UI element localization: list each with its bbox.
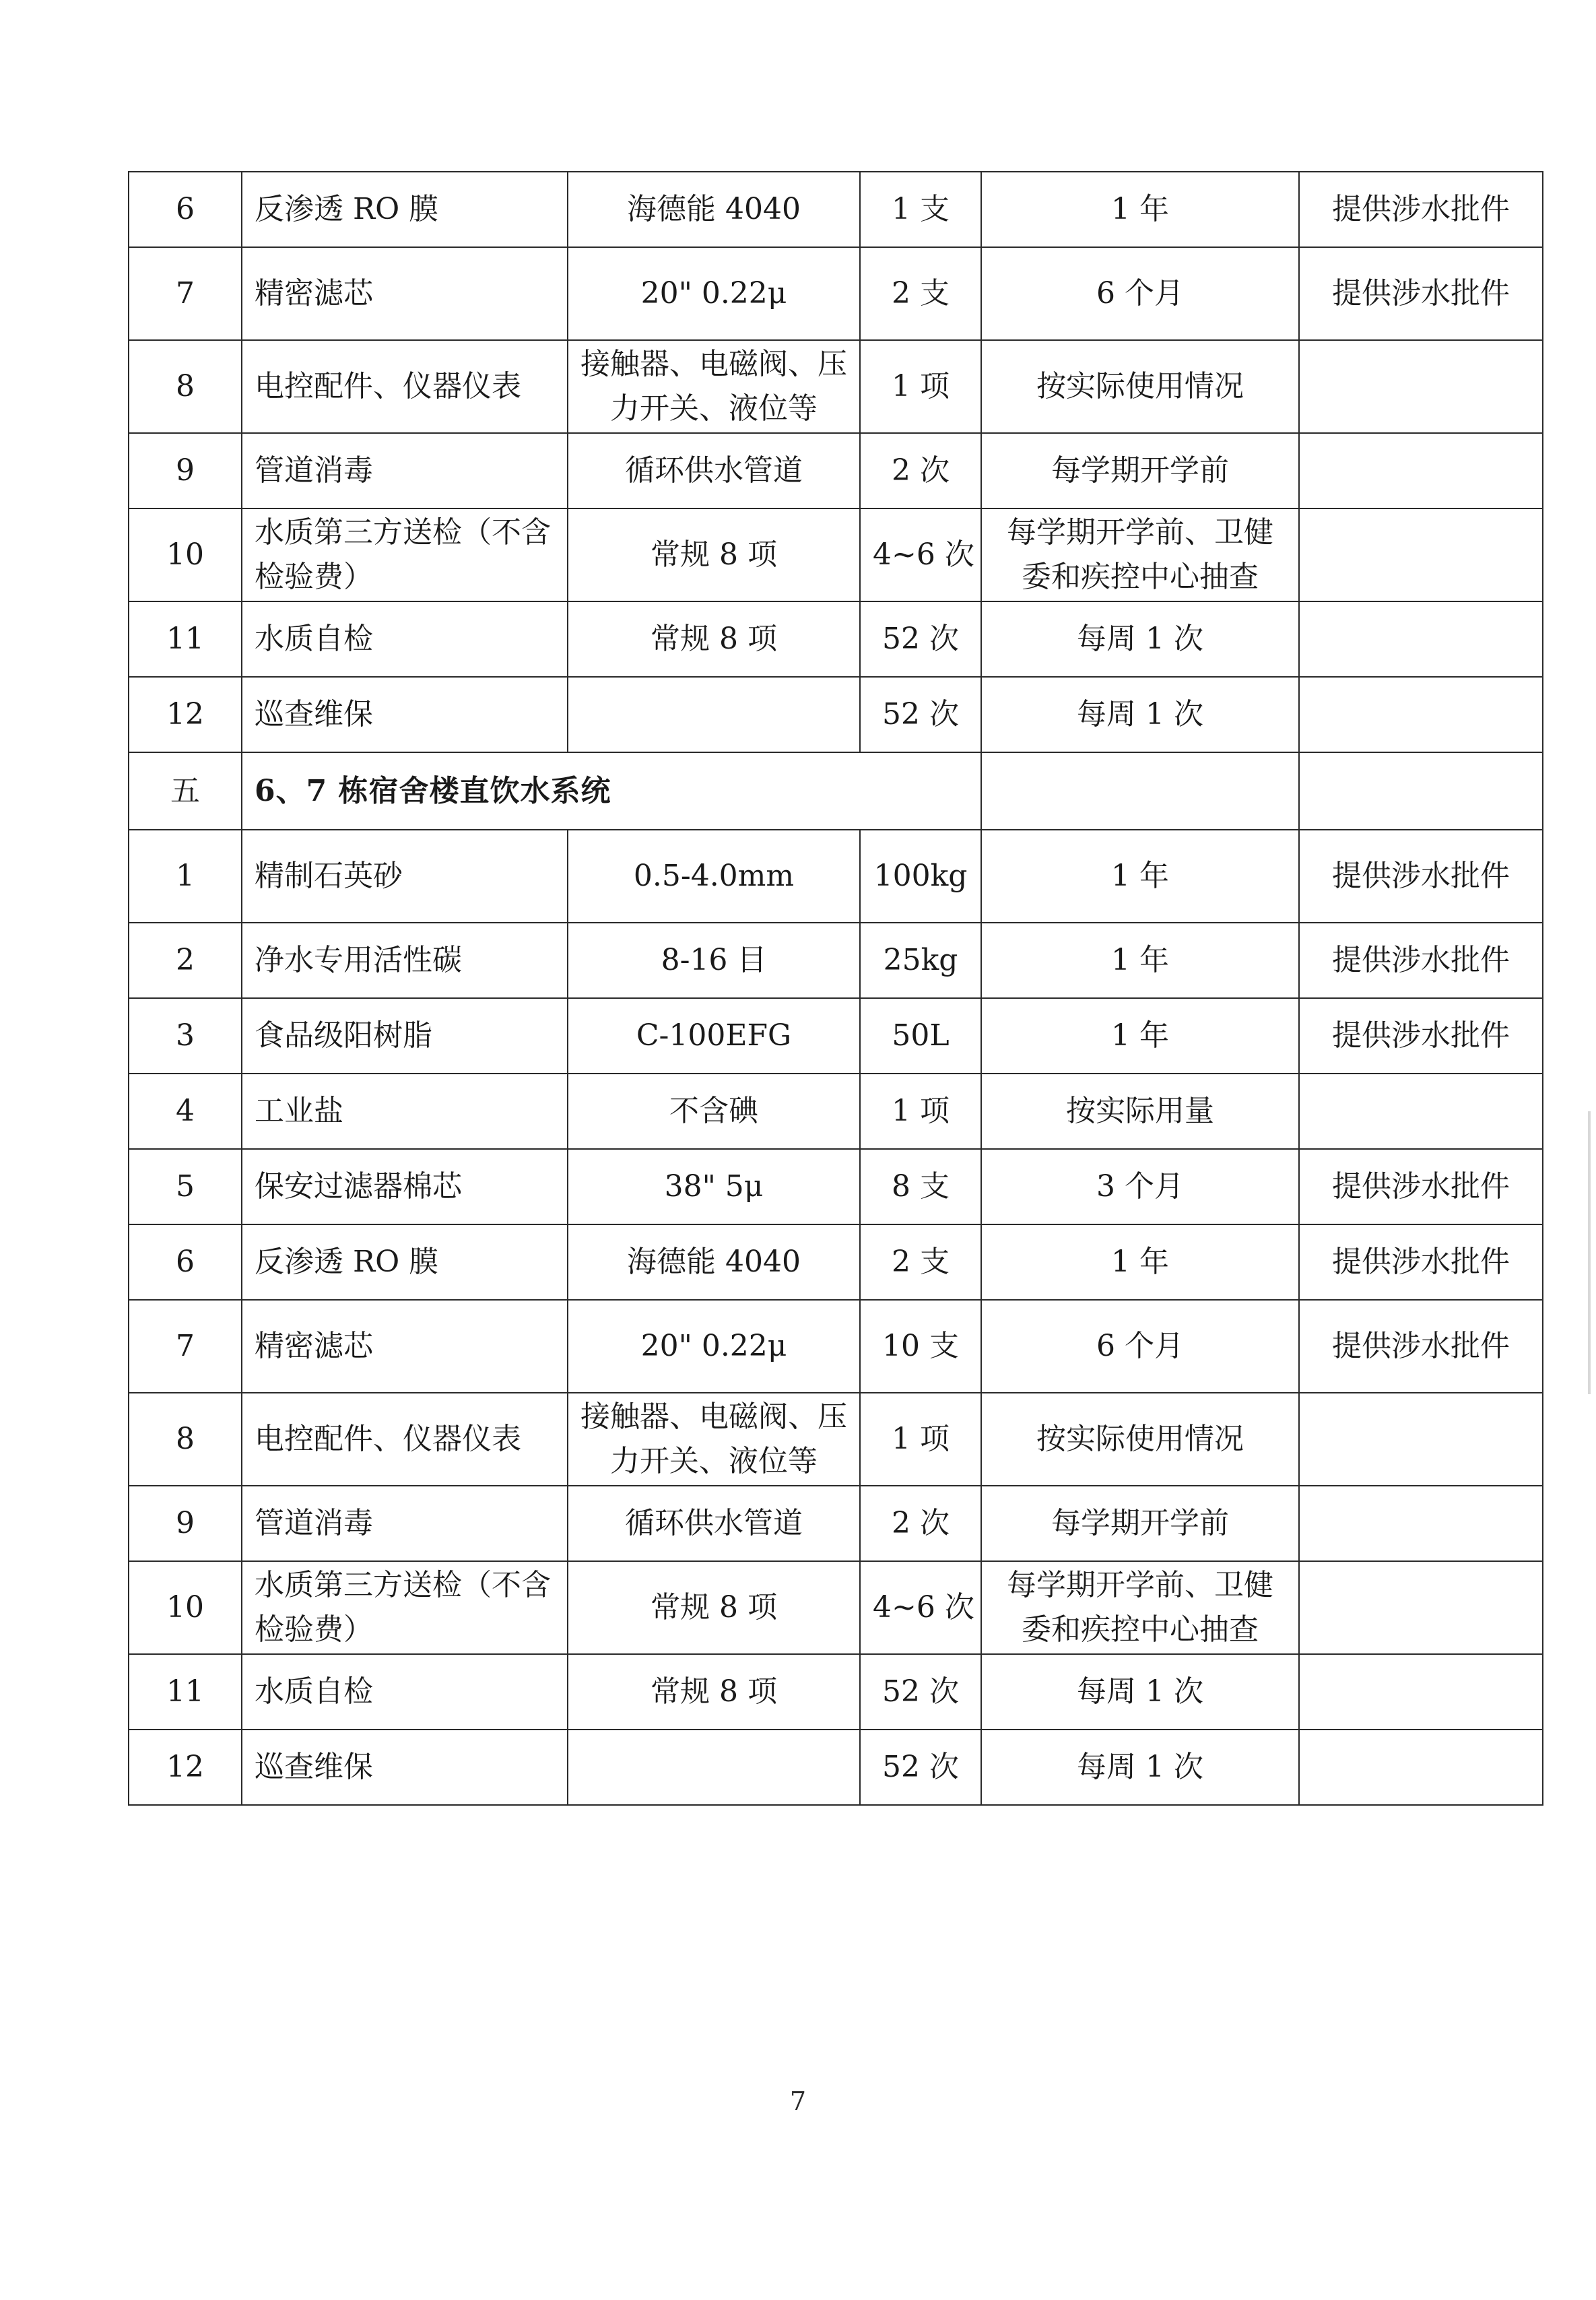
item-cycle-cell: 3 个月 xyxy=(981,1149,1299,1224)
item-note-cell xyxy=(1299,1074,1543,1149)
item-note-cell: 提供涉水批件 xyxy=(1299,1224,1543,1300)
scan-edge-mark xyxy=(1588,1111,1591,1394)
item-cycle-cell: 1 年 xyxy=(981,998,1299,1074)
item-note-cell: 提供涉水批件 xyxy=(1299,830,1543,923)
item-cycle-cell: 1 年 xyxy=(981,1224,1299,1300)
item-spec-cell: 20" 0.22μ xyxy=(568,247,860,340)
item-cycle-cell: 按实际用量 xyxy=(981,1074,1299,1149)
section-cycle-cell xyxy=(981,752,1299,830)
table-row xyxy=(129,601,1543,677)
item-quantity-cell: 2 支 xyxy=(860,247,981,340)
item-number-cell: 11 xyxy=(129,601,242,677)
item-spec-cell: 循环供水管道 xyxy=(568,1486,860,1561)
item-name-cell: 水质第三方送检（不含检验费） xyxy=(242,508,568,601)
item-name-cell: 保安过滤器棉芯 xyxy=(242,1149,568,1224)
item-spec-cell: 不含碘 xyxy=(568,1074,860,1149)
item-cycle-cell: 每学期开学前、卫健委和疾控中心抽查 xyxy=(981,508,1299,601)
item-quantity-cell: 1 项 xyxy=(860,1074,981,1149)
item-number-cell: 12 xyxy=(129,1730,242,1805)
item-quantity-cell: 2 次 xyxy=(860,1486,981,1561)
item-note-cell: 提供涉水批件 xyxy=(1299,1300,1543,1393)
item-spec-cell: 海德能 4040 xyxy=(568,1224,860,1300)
item-note-cell: 提供涉水批件 xyxy=(1299,172,1543,247)
item-note-cell xyxy=(1299,1561,1543,1654)
table-row xyxy=(129,1300,1543,1393)
table-row xyxy=(129,340,1543,433)
item-note-cell xyxy=(1299,433,1543,508)
item-cycle-cell: 每学期开学前 xyxy=(981,433,1299,508)
item-quantity-cell: 4~6 次 xyxy=(860,1561,981,1654)
item-note-cell: 提供涉水批件 xyxy=(1299,247,1543,340)
item-number-cell: 9 xyxy=(129,1486,242,1561)
maintenance-items-table xyxy=(128,171,1543,1806)
item-note-cell xyxy=(1299,677,1543,752)
item-quantity-cell: 52 次 xyxy=(860,601,981,677)
item-spec-cell xyxy=(568,677,860,752)
item-name-cell: 反渗透 RO 膜 xyxy=(242,1224,568,1300)
table-row xyxy=(129,1393,1543,1486)
item-spec-cell: C-100EFG xyxy=(568,998,860,1074)
item-spec-cell: 海德能 4040 xyxy=(568,172,860,247)
item-spec-cell: 常规 8 项 xyxy=(568,601,860,677)
item-cycle-cell: 按实际使用情况 xyxy=(981,340,1299,433)
item-quantity-cell: 4~6 次 xyxy=(860,508,981,601)
table-row xyxy=(129,1486,1543,1561)
item-name-cell: 管道消毒 xyxy=(242,1486,568,1561)
item-number-cell: 6 xyxy=(129,1224,242,1300)
item-name-cell: 管道消毒 xyxy=(242,433,568,508)
section-title: 6、7 栋宿舍楼直饮水系统 xyxy=(242,752,981,830)
item-spec-cell xyxy=(568,1730,860,1805)
item-name-cell: 精密滤芯 xyxy=(242,247,568,340)
item-cycle-cell: 每学期开学前 xyxy=(981,1486,1299,1561)
table-row xyxy=(129,677,1543,752)
item-name-cell: 工业盐 xyxy=(242,1074,568,1149)
item-number-cell: 7 xyxy=(129,247,242,340)
item-cycle-cell: 每周 1 次 xyxy=(981,1654,1299,1730)
item-spec-cell: 8-16 目 xyxy=(568,923,860,998)
item-note-cell: 提供涉水批件 xyxy=(1299,998,1543,1074)
item-quantity-cell: 100kg xyxy=(860,830,981,923)
item-number-cell: 8 xyxy=(129,1393,242,1486)
item-spec-cell: 0.5-4.0mm xyxy=(568,830,860,923)
item-cycle-cell: 1 年 xyxy=(981,830,1299,923)
item-number-cell: 8 xyxy=(129,340,242,433)
item-cycle-cell: 按实际使用情况 xyxy=(981,1393,1299,1486)
item-note-cell xyxy=(1299,1730,1543,1805)
item-quantity-cell: 2 支 xyxy=(860,1224,981,1300)
item-note-cell xyxy=(1299,1486,1543,1561)
item-number-cell: 2 xyxy=(129,923,242,998)
section-row xyxy=(129,752,1543,830)
item-quantity-cell: 8 支 xyxy=(860,1149,981,1224)
item-quantity-cell: 2 次 xyxy=(860,433,981,508)
table-row xyxy=(129,1730,1543,1805)
item-quantity-cell: 1 项 xyxy=(860,340,981,433)
item-note-cell xyxy=(1299,1393,1543,1486)
item-number-cell: 7 xyxy=(129,1300,242,1393)
item-number-cell: 6 xyxy=(129,172,242,247)
item-cycle-cell: 6 个月 xyxy=(981,247,1299,340)
item-quantity-cell: 52 次 xyxy=(860,1730,981,1805)
table-row xyxy=(129,433,1543,508)
item-number-cell: 3 xyxy=(129,998,242,1074)
item-name-cell: 电控配件、仪器仪表 xyxy=(242,1393,568,1486)
item-number-cell: 1 xyxy=(129,830,242,923)
item-cycle-cell: 1 年 xyxy=(981,923,1299,998)
table-row xyxy=(129,998,1543,1074)
table-row xyxy=(129,1074,1543,1149)
item-spec-cell: 常规 8 项 xyxy=(568,1654,860,1730)
item-name-cell: 精制石英砂 xyxy=(242,830,568,923)
table-row xyxy=(129,830,1543,923)
item-number-cell: 10 xyxy=(129,508,242,601)
item-quantity-cell: 50L xyxy=(860,998,981,1074)
item-name-cell: 净水专用活性碳 xyxy=(242,923,568,998)
table-body xyxy=(129,172,1543,1805)
page-number: 7 xyxy=(789,2087,807,2116)
item-quantity-cell: 10 支 xyxy=(860,1300,981,1393)
item-quantity-cell: 52 次 xyxy=(860,1654,981,1730)
item-name-cell: 反渗透 RO 膜 xyxy=(242,172,568,247)
item-name-cell: 精密滤芯 xyxy=(242,1300,568,1393)
item-spec-cell: 接触器、电磁阀、压力开关、液位等 xyxy=(568,340,860,433)
item-note-cell xyxy=(1299,508,1543,601)
item-cycle-cell: 1 年 xyxy=(981,172,1299,247)
item-name-cell: 电控配件、仪器仪表 xyxy=(242,340,568,433)
table-row xyxy=(129,1149,1543,1224)
item-spec-cell: 常规 8 项 xyxy=(568,508,860,601)
item-number-cell: 4 xyxy=(129,1074,242,1149)
item-spec-cell: 38" 5μ xyxy=(568,1149,860,1224)
item-number-cell: 5 xyxy=(129,1149,242,1224)
table-row xyxy=(129,172,1543,247)
item-spec-cell: 接触器、电磁阀、压力开关、液位等 xyxy=(568,1393,860,1486)
item-cycle-cell: 6 个月 xyxy=(981,1300,1299,1393)
table-row xyxy=(129,1654,1543,1730)
item-cycle-cell: 每周 1 次 xyxy=(981,601,1299,677)
item-note-cell xyxy=(1299,601,1543,677)
item-number-cell: 9 xyxy=(129,433,242,508)
item-cycle-cell: 每周 1 次 xyxy=(981,1730,1299,1805)
section-note-cell xyxy=(1299,752,1543,830)
section-number: 五 xyxy=(129,752,242,830)
item-quantity-cell: 25kg xyxy=(860,923,981,998)
item-quantity-cell: 52 次 xyxy=(860,677,981,752)
item-name-cell: 食品级阳树脂 xyxy=(242,998,568,1074)
item-number-cell: 12 xyxy=(129,677,242,752)
item-note-cell xyxy=(1299,1654,1543,1730)
item-name-cell: 巡查维保 xyxy=(242,1730,568,1805)
item-spec-cell: 20" 0.22μ xyxy=(568,1300,860,1393)
item-quantity-cell: 1 项 xyxy=(860,1393,981,1486)
item-name-cell: 水质自检 xyxy=(242,601,568,677)
item-spec-cell: 循环供水管道 xyxy=(568,433,860,508)
item-cycle-cell: 每周 1 次 xyxy=(981,677,1299,752)
table-row xyxy=(129,1224,1543,1300)
table-row xyxy=(129,1561,1543,1654)
item-number-cell: 10 xyxy=(129,1561,242,1654)
item-note-cell: 提供涉水批件 xyxy=(1299,1149,1543,1224)
item-number-cell: 11 xyxy=(129,1654,242,1730)
item-name-cell: 水质第三方送检（不含检验费） xyxy=(242,1561,568,1654)
table-row xyxy=(129,923,1543,998)
item-note-cell: 提供涉水批件 xyxy=(1299,923,1543,998)
table-row xyxy=(129,508,1543,601)
item-name-cell: 巡查维保 xyxy=(242,677,568,752)
item-quantity-cell: 1 支 xyxy=(860,172,981,247)
item-spec-cell: 常规 8 项 xyxy=(568,1561,860,1654)
item-name-cell: 水质自检 xyxy=(242,1654,568,1730)
table-row xyxy=(129,247,1543,340)
item-note-cell xyxy=(1299,340,1543,433)
item-cycle-cell: 每学期开学前、卫健委和疾控中心抽查 xyxy=(981,1561,1299,1654)
